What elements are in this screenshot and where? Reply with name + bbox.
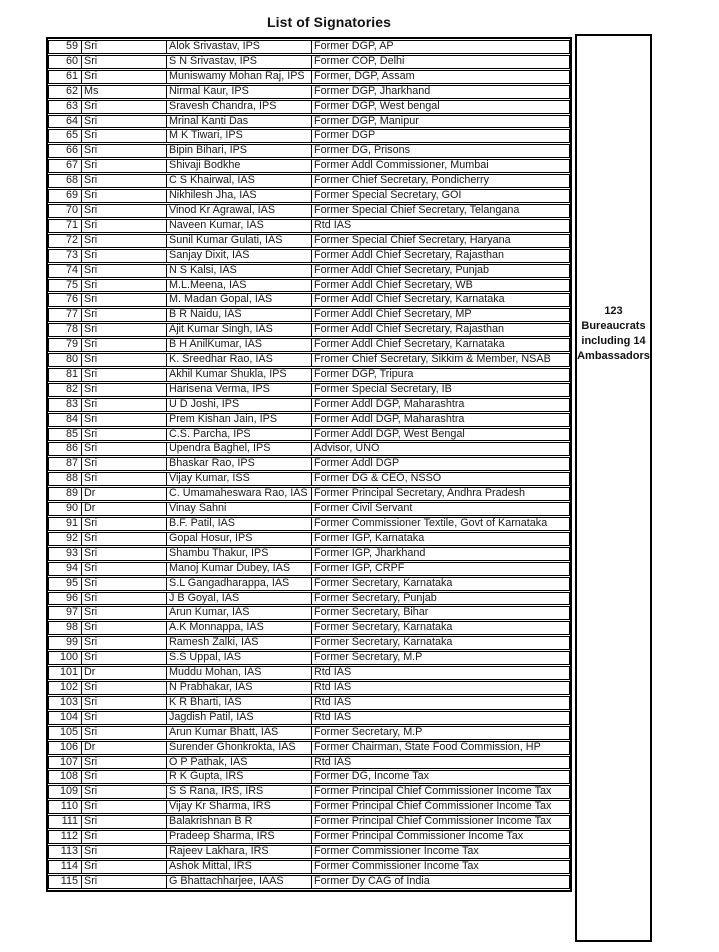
- table-row: [48, 875, 570, 889]
- name-cell: Ashok Mittal, IRS: [166, 860, 311, 874]
- row-number-cell: 113: [48, 845, 81, 859]
- row-number-cell: 101: [48, 666, 81, 680]
- salutation-cell: Sri: [81, 204, 166, 218]
- name-cell: K. Sreedhar Rao, IAS: [166, 353, 311, 367]
- name-cell: Ramesh Zalki, IAS: [166, 636, 311, 650]
- designation-cell: Former DGP, Manipur: [311, 115, 570, 129]
- name-cell: S.L Gangadharappa, IAS: [166, 577, 311, 591]
- name-cell: Sunil Kumar Gulati, IAS: [166, 234, 311, 248]
- salutation-cell: Sri: [81, 800, 166, 814]
- name-cell: U D Joshi, IPS: [166, 398, 311, 412]
- table-row: [48, 413, 570, 427]
- designation-cell: Former Principal Secretary, Andhra Pradesh: [311, 487, 570, 501]
- salutation-cell: Sri: [81, 472, 166, 486]
- row-number-cell: 67: [48, 159, 81, 173]
- row-number-cell: 70: [48, 204, 81, 218]
- summary-box: [575, 34, 652, 942]
- designation-cell: Former Addl DGP, Maharashtra: [311, 398, 570, 412]
- designation-cell: Former Secretary, Karnataka: [311, 636, 570, 650]
- salutation-cell: Sri: [81, 547, 166, 561]
- row-number-cell: 115: [48, 875, 81, 889]
- designation-cell: Former Civil Servant: [311, 502, 570, 516]
- name-cell: C S Khairwal, IAS: [166, 174, 311, 188]
- designation-cell: Former Addl Chief Secretary, WB: [311, 279, 570, 293]
- name-cell: Naveen Kumar, IAS: [166, 219, 311, 233]
- salutation-cell: Sri: [81, 532, 166, 546]
- salutation-cell: Sri: [81, 681, 166, 695]
- name-cell: Arun Kumar Bhatt, IAS: [166, 726, 311, 740]
- salutation-cell: Dr: [81, 487, 166, 501]
- table-row: [48, 159, 570, 173]
- designation-cell: Former Secretary, M.P: [311, 651, 570, 665]
- name-cell: S N Srivastav, IPS: [166, 55, 311, 69]
- salutation-cell: Sri: [81, 651, 166, 665]
- row-number-cell: 80: [48, 353, 81, 367]
- name-cell: J B Goyal, IAS: [166, 592, 311, 606]
- name-cell: Shambu Thakur, IPS: [166, 547, 311, 561]
- row-number-cell: 86: [48, 442, 81, 456]
- row-number-cell: 59: [48, 40, 81, 54]
- table-row: [48, 249, 570, 263]
- designation-cell: Former DGP, Jharkhand: [311, 85, 570, 99]
- designation-cell: Former Secretary, M.P: [311, 726, 570, 740]
- salutation-cell: Sri: [81, 323, 166, 337]
- designation-cell: Rtd IAS: [311, 711, 570, 725]
- designation-cell: Former Addl DGP, West Bengal: [311, 428, 570, 442]
- row-number-cell: 102: [48, 681, 81, 695]
- row-number-cell: 73: [48, 249, 81, 263]
- row-number-cell: 114: [48, 860, 81, 874]
- designation-cell: Former, DGP, Assam: [311, 70, 570, 84]
- table-row: [48, 115, 570, 129]
- row-number-cell: 66: [48, 144, 81, 158]
- designation-cell: Former Special Secretary, IB: [311, 383, 570, 397]
- designation-cell: Former DGP: [311, 129, 570, 143]
- designation-cell: Former Secretary, Bihar: [311, 606, 570, 620]
- designation-cell: Rtd IAS: [311, 756, 570, 770]
- salutation-cell: Sri: [81, 428, 166, 442]
- table-row: [48, 279, 570, 293]
- summary-note: [577, 304, 650, 364]
- name-cell: S S Rana, IRS, IRS: [166, 785, 311, 799]
- table-row: [48, 144, 570, 158]
- table-row: [48, 40, 570, 54]
- row-number-cell: 100: [48, 651, 81, 665]
- salutation-cell: Ms: [81, 85, 166, 99]
- salutation-cell: Sri: [81, 785, 166, 799]
- designation-cell: Former Principal Chief Commissioner Income Tax: [311, 785, 570, 799]
- salutation-cell: Sri: [81, 606, 166, 620]
- row-number-cell: 75: [48, 279, 81, 293]
- name-cell: Ajit Kumar Singh, IAS: [166, 323, 311, 337]
- salutation-cell: Sri: [81, 40, 166, 54]
- designation-cell: Rtd IAS: [311, 681, 570, 695]
- salutation-cell: Sri: [81, 115, 166, 129]
- table-row: [48, 532, 570, 546]
- name-cell: Mrinal Kanti Das: [166, 115, 311, 129]
- table-row: [48, 785, 570, 799]
- row-number-cell: 61: [48, 70, 81, 84]
- row-number-cell: 79: [48, 338, 81, 352]
- name-cell: N Prabhakar, IAS: [166, 681, 311, 695]
- row-number-cell: 77: [48, 308, 81, 322]
- designation-cell: Fromer Chief Secretary, Sikkim & Member, NSAB: [311, 353, 570, 367]
- table-row: [48, 592, 570, 606]
- page-title: List of Signatories: [266, 14, 392, 30]
- table-row: [48, 85, 570, 99]
- table-row: [48, 55, 570, 69]
- name-cell: Arun Kumar, IAS: [166, 606, 311, 620]
- designation-cell: Former Principal Commissioner Income Tax: [311, 830, 570, 844]
- designation-cell: Former Commissioner Textile, Govt of Karnataka: [311, 517, 570, 531]
- row-number-cell: 98: [48, 621, 81, 635]
- salutation-cell: Sri: [81, 144, 166, 158]
- row-number-cell: 90: [48, 502, 81, 516]
- table-row: [48, 264, 570, 278]
- signatories-table-body: [48, 40, 570, 889]
- table-row: [48, 666, 570, 680]
- salutation-cell: Dr: [81, 502, 166, 516]
- designation-cell: Former DG & CEO, NSSO: [311, 472, 570, 486]
- table-row: [48, 547, 570, 561]
- designation-cell: Former COP, Delhi: [311, 55, 570, 69]
- row-number-cell: 107: [48, 756, 81, 770]
- table-row: [48, 219, 570, 233]
- name-cell: Gopal Hosur, IPS: [166, 532, 311, 546]
- designation-cell: Former Addl Chief Secretary, Punjab: [311, 264, 570, 278]
- salutation-cell: Sri: [81, 457, 166, 471]
- name-cell: Vijay Kumar, ISS: [166, 472, 311, 486]
- table-row: [48, 70, 570, 84]
- row-number-cell: 64: [48, 115, 81, 129]
- designation-cell: Former Addl Chief Secretary, Karnataka: [311, 293, 570, 307]
- designation-cell: Former DGP, Tripura: [311, 368, 570, 382]
- designation-cell: Former DG, Income Tax: [311, 770, 570, 784]
- designation-cell: Former DGP, AP: [311, 40, 570, 54]
- salutation-cell: Sri: [81, 219, 166, 233]
- row-number-cell: 99: [48, 636, 81, 650]
- table-row: [48, 428, 570, 442]
- table-row: [48, 651, 570, 665]
- name-cell: Bhaskar Rao, IPS: [166, 457, 311, 471]
- row-number-cell: 106: [48, 741, 81, 755]
- row-number-cell: 84: [48, 413, 81, 427]
- row-number-cell: 68: [48, 174, 81, 188]
- name-cell: Muniswamy Mohan Raj, IPS: [166, 70, 311, 84]
- row-number-cell: 60: [48, 55, 81, 69]
- designation-cell: Rtd IAS: [311, 666, 570, 680]
- designation-cell: Former Chairman, State Food Commission, HP: [311, 741, 570, 755]
- name-cell: M K Tiwari, IPS: [166, 129, 311, 143]
- row-number-cell: 83: [48, 398, 81, 412]
- designation-cell: Former DG, Prisons: [311, 144, 570, 158]
- table-row: [48, 174, 570, 188]
- salutation-cell: Dr: [81, 741, 166, 755]
- signatories-table: [46, 37, 572, 892]
- designation-cell: Former DGP, West bengal: [311, 100, 570, 114]
- designation-cell: Former Addl DGP: [311, 457, 570, 471]
- designation-cell: Former IGP, Karnataka: [311, 532, 570, 546]
- row-number-cell: 93: [48, 547, 81, 561]
- salutation-cell: Sri: [81, 368, 166, 382]
- table-row: [48, 577, 570, 591]
- row-number-cell: 76: [48, 293, 81, 307]
- salutation-cell: Dr: [81, 666, 166, 680]
- name-cell: R K Gupta, IRS: [166, 770, 311, 784]
- salutation-cell: Sri: [81, 174, 166, 188]
- name-cell: Surender Ghonkrokta, IAS: [166, 741, 311, 755]
- summary-note-line: Ambassadors: [577, 350, 650, 362]
- table-row: [48, 100, 570, 114]
- table-row: [48, 845, 570, 859]
- salutation-cell: Sri: [81, 815, 166, 829]
- row-number-cell: 82: [48, 383, 81, 397]
- name-cell: K R Bharti, IAS: [166, 696, 311, 710]
- row-number-cell: 110: [48, 800, 81, 814]
- row-number-cell: 97: [48, 606, 81, 620]
- designation-cell: Former Addl Chief Secretary, Rajasthan: [311, 249, 570, 263]
- row-number-cell: 65: [48, 129, 81, 143]
- row-number-cell: 94: [48, 562, 81, 576]
- name-cell: Balakrishnan B R: [166, 815, 311, 829]
- salutation-cell: Sri: [81, 726, 166, 740]
- row-number-cell: 108: [48, 770, 81, 784]
- name-cell: Prem Kishan Jain, IPS: [166, 413, 311, 427]
- name-cell: Pradeep Sharma, IRS: [166, 830, 311, 844]
- row-number-cell: 63: [48, 100, 81, 114]
- designation-cell: Rtd IAS: [311, 696, 570, 710]
- designation-cell: Former Addl Commissioner, Mumbai: [311, 159, 570, 173]
- table-row: [48, 323, 570, 337]
- row-number-cell: 112: [48, 830, 81, 844]
- designation-cell: Former Chief Secretary, Pondicherry: [311, 174, 570, 188]
- designation-cell: Former Secretary, Karnataka: [311, 577, 570, 591]
- salutation-cell: Sri: [81, 234, 166, 248]
- name-cell: Bipin Bihari, IPS: [166, 144, 311, 158]
- table-row: [48, 398, 570, 412]
- table-row: [48, 487, 570, 501]
- designation-cell: Former Addl DGP, Maharashtra: [311, 413, 570, 427]
- row-number-cell: 92: [48, 532, 81, 546]
- table-row: [48, 711, 570, 725]
- table-row: [48, 606, 570, 620]
- table-row: [48, 368, 570, 382]
- salutation-cell: Sri: [81, 383, 166, 397]
- table-row: [48, 636, 570, 650]
- salutation-cell: Sri: [81, 756, 166, 770]
- salutation-cell: Sri: [81, 189, 166, 203]
- designation-cell: Former Secretary, Karnataka: [311, 621, 570, 635]
- table-row: [48, 234, 570, 248]
- summary-note-line: 123: [604, 305, 623, 317]
- row-number-cell: 72: [48, 234, 81, 248]
- salutation-cell: Sri: [81, 293, 166, 307]
- name-cell: B H AnilKumar, IAS: [166, 338, 311, 352]
- table-row: [48, 860, 570, 874]
- designation-cell: Former Principal Chief Commissioner Income Tax: [311, 815, 570, 829]
- designation-cell: Former Commissioner Income Tax: [311, 845, 570, 859]
- table-row: [48, 129, 570, 143]
- table-row: [48, 383, 570, 397]
- table-row: [48, 472, 570, 486]
- table-row: [48, 204, 570, 218]
- name-cell: B.F. Patil, IAS: [166, 517, 311, 531]
- row-number-cell: 81: [48, 368, 81, 382]
- table-row: [48, 815, 570, 829]
- salutation-cell: Sri: [81, 338, 166, 352]
- summary-note-line: including 14: [581, 335, 646, 347]
- name-cell: Harisena Verma, IPS: [166, 383, 311, 397]
- table-row: [48, 293, 570, 307]
- salutation-cell: Sri: [81, 770, 166, 784]
- table-row: [48, 353, 570, 367]
- salutation-cell: Sri: [81, 398, 166, 412]
- designation-cell: Former Special Chief Secretary, Telangana: [311, 204, 570, 218]
- name-cell: Nirmal Kaur, IPS: [166, 85, 311, 99]
- table-row: [48, 308, 570, 322]
- name-cell: Nikhilesh Jha, IAS: [166, 189, 311, 203]
- row-number-cell: 109: [48, 785, 81, 799]
- name-cell: M.L.Meena, IAS: [166, 279, 311, 293]
- row-number-cell: 91: [48, 517, 81, 531]
- salutation-cell: Sri: [81, 70, 166, 84]
- row-number-cell: 71: [48, 219, 81, 233]
- row-number-cell: 105: [48, 726, 81, 740]
- designation-cell: Former Addl Chief Secretary, Rajasthan: [311, 323, 570, 337]
- row-number-cell: 88: [48, 472, 81, 486]
- salutation-cell: Sri: [81, 55, 166, 69]
- row-number-cell: 111: [48, 815, 81, 829]
- salutation-cell: Sri: [81, 413, 166, 427]
- table-row: [48, 517, 570, 531]
- row-number-cell: 74: [48, 264, 81, 278]
- name-cell: Akhil Kumar Shukla, IPS: [166, 368, 311, 382]
- designation-cell: Former Dy CAG of India: [311, 875, 570, 889]
- designation-cell: Former Special Chief Secretary, Haryana: [311, 234, 570, 248]
- salutation-cell: Sri: [81, 621, 166, 635]
- table-row: [48, 502, 570, 516]
- row-number-cell: 95: [48, 577, 81, 591]
- table-row: [48, 681, 570, 695]
- salutation-cell: Sri: [81, 100, 166, 114]
- salutation-cell: Sri: [81, 264, 166, 278]
- designation-cell: Former IGP, Jharkhand: [311, 547, 570, 561]
- salutation-cell: Sri: [81, 442, 166, 456]
- name-cell: Manoj Kumar Dubey, IAS: [166, 562, 311, 576]
- salutation-cell: Sri: [81, 696, 166, 710]
- name-cell: A.K Monnappa, IAS: [166, 621, 311, 635]
- table-row: [48, 770, 570, 784]
- name-cell: B R Naidu, IAS: [166, 308, 311, 322]
- salutation-cell: Sri: [81, 860, 166, 874]
- name-cell: Vinay Sahni: [166, 502, 311, 516]
- table-row: [48, 756, 570, 770]
- table-row: [48, 562, 570, 576]
- table-row: [48, 830, 570, 844]
- designation-cell: Rtd IAS: [311, 219, 570, 233]
- table-row: [48, 442, 570, 456]
- name-cell: Sravesh Chandra, IPS: [166, 100, 311, 114]
- designation-cell: Former Addl Chief Secretary, Karnataka: [311, 338, 570, 352]
- designation-cell: Advisor, UNO: [311, 442, 570, 456]
- salutation-cell: Sri: [81, 308, 166, 322]
- name-cell: Upendra Baghel, IPS: [166, 442, 311, 456]
- table-row: [48, 457, 570, 471]
- salutation-cell: Sri: [81, 636, 166, 650]
- table-row: [48, 696, 570, 710]
- row-number-cell: 62: [48, 85, 81, 99]
- row-number-cell: 78: [48, 323, 81, 337]
- salutation-cell: Sri: [81, 129, 166, 143]
- table-row: [48, 726, 570, 740]
- name-cell: C. Umamaheswara Rao, IAS: [166, 487, 311, 501]
- name-cell: C.S. Parcha, IPS: [166, 428, 311, 442]
- name-cell: M. Madan Gopal, IAS: [166, 293, 311, 307]
- designation-cell: Former Principal Chief Commissioner Income Tax: [311, 800, 570, 814]
- salutation-cell: Sri: [81, 159, 166, 173]
- salutation-cell: Sri: [81, 711, 166, 725]
- designation-cell: Former Commissioner Income Tax: [311, 860, 570, 874]
- name-cell: Shivaji Bodkhe: [166, 159, 311, 173]
- name-cell: Vinod Kr Agrawal, IAS: [166, 204, 311, 218]
- salutation-cell: Sri: [81, 875, 166, 889]
- name-cell: S.S Uppal, IAS: [166, 651, 311, 665]
- salutation-cell: Sri: [81, 577, 166, 591]
- name-cell: Jagdish Patil, IAS: [166, 711, 311, 725]
- designation-cell: Former IGP, CRPF: [311, 562, 570, 576]
- row-number-cell: 104: [48, 711, 81, 725]
- row-number-cell: 103: [48, 696, 81, 710]
- name-cell: N S Kalsi, IAS: [166, 264, 311, 278]
- name-cell: Vijay Kr Sharma, IRS: [166, 800, 311, 814]
- salutation-cell: Sri: [81, 279, 166, 293]
- row-number-cell: 96: [48, 592, 81, 606]
- row-number-cell: 69: [48, 189, 81, 203]
- salutation-cell: Sri: [81, 249, 166, 263]
- salutation-cell: Sri: [81, 592, 166, 606]
- summary-note-line: Bureaucrats: [581, 320, 646, 332]
- row-number-cell: 87: [48, 457, 81, 471]
- designation-cell: Former Addl Chief Secretary, MP: [311, 308, 570, 322]
- salutation-cell: Sri: [81, 353, 166, 367]
- salutation-cell: Sri: [81, 845, 166, 859]
- salutation-cell: Sri: [81, 562, 166, 576]
- salutation-cell: Sri: [81, 517, 166, 531]
- name-cell: G Bhattachharjee, IAAS: [166, 875, 311, 889]
- name-cell: Alok Srivastav, IPS: [166, 40, 311, 54]
- table-row: [48, 338, 570, 352]
- row-number-cell: 85: [48, 428, 81, 442]
- designation-cell: Former Secretary, Punjab: [311, 592, 570, 606]
- name-cell: Sanjay Dixit, IAS: [166, 249, 311, 263]
- name-cell: Rajeev Lakhara, IRS: [166, 845, 311, 859]
- row-number-cell: 89: [48, 487, 81, 501]
- designation-cell: Former Special Secretary, GOI: [311, 189, 570, 203]
- table-row: [48, 741, 570, 755]
- salutation-cell: Sri: [81, 830, 166, 844]
- table-row: [48, 621, 570, 635]
- table-row: [48, 800, 570, 814]
- table-row: [48, 189, 570, 203]
- name-cell: Muddu Mohan, IAS: [166, 666, 311, 680]
- name-cell: O P Pathak, IAS: [166, 756, 311, 770]
